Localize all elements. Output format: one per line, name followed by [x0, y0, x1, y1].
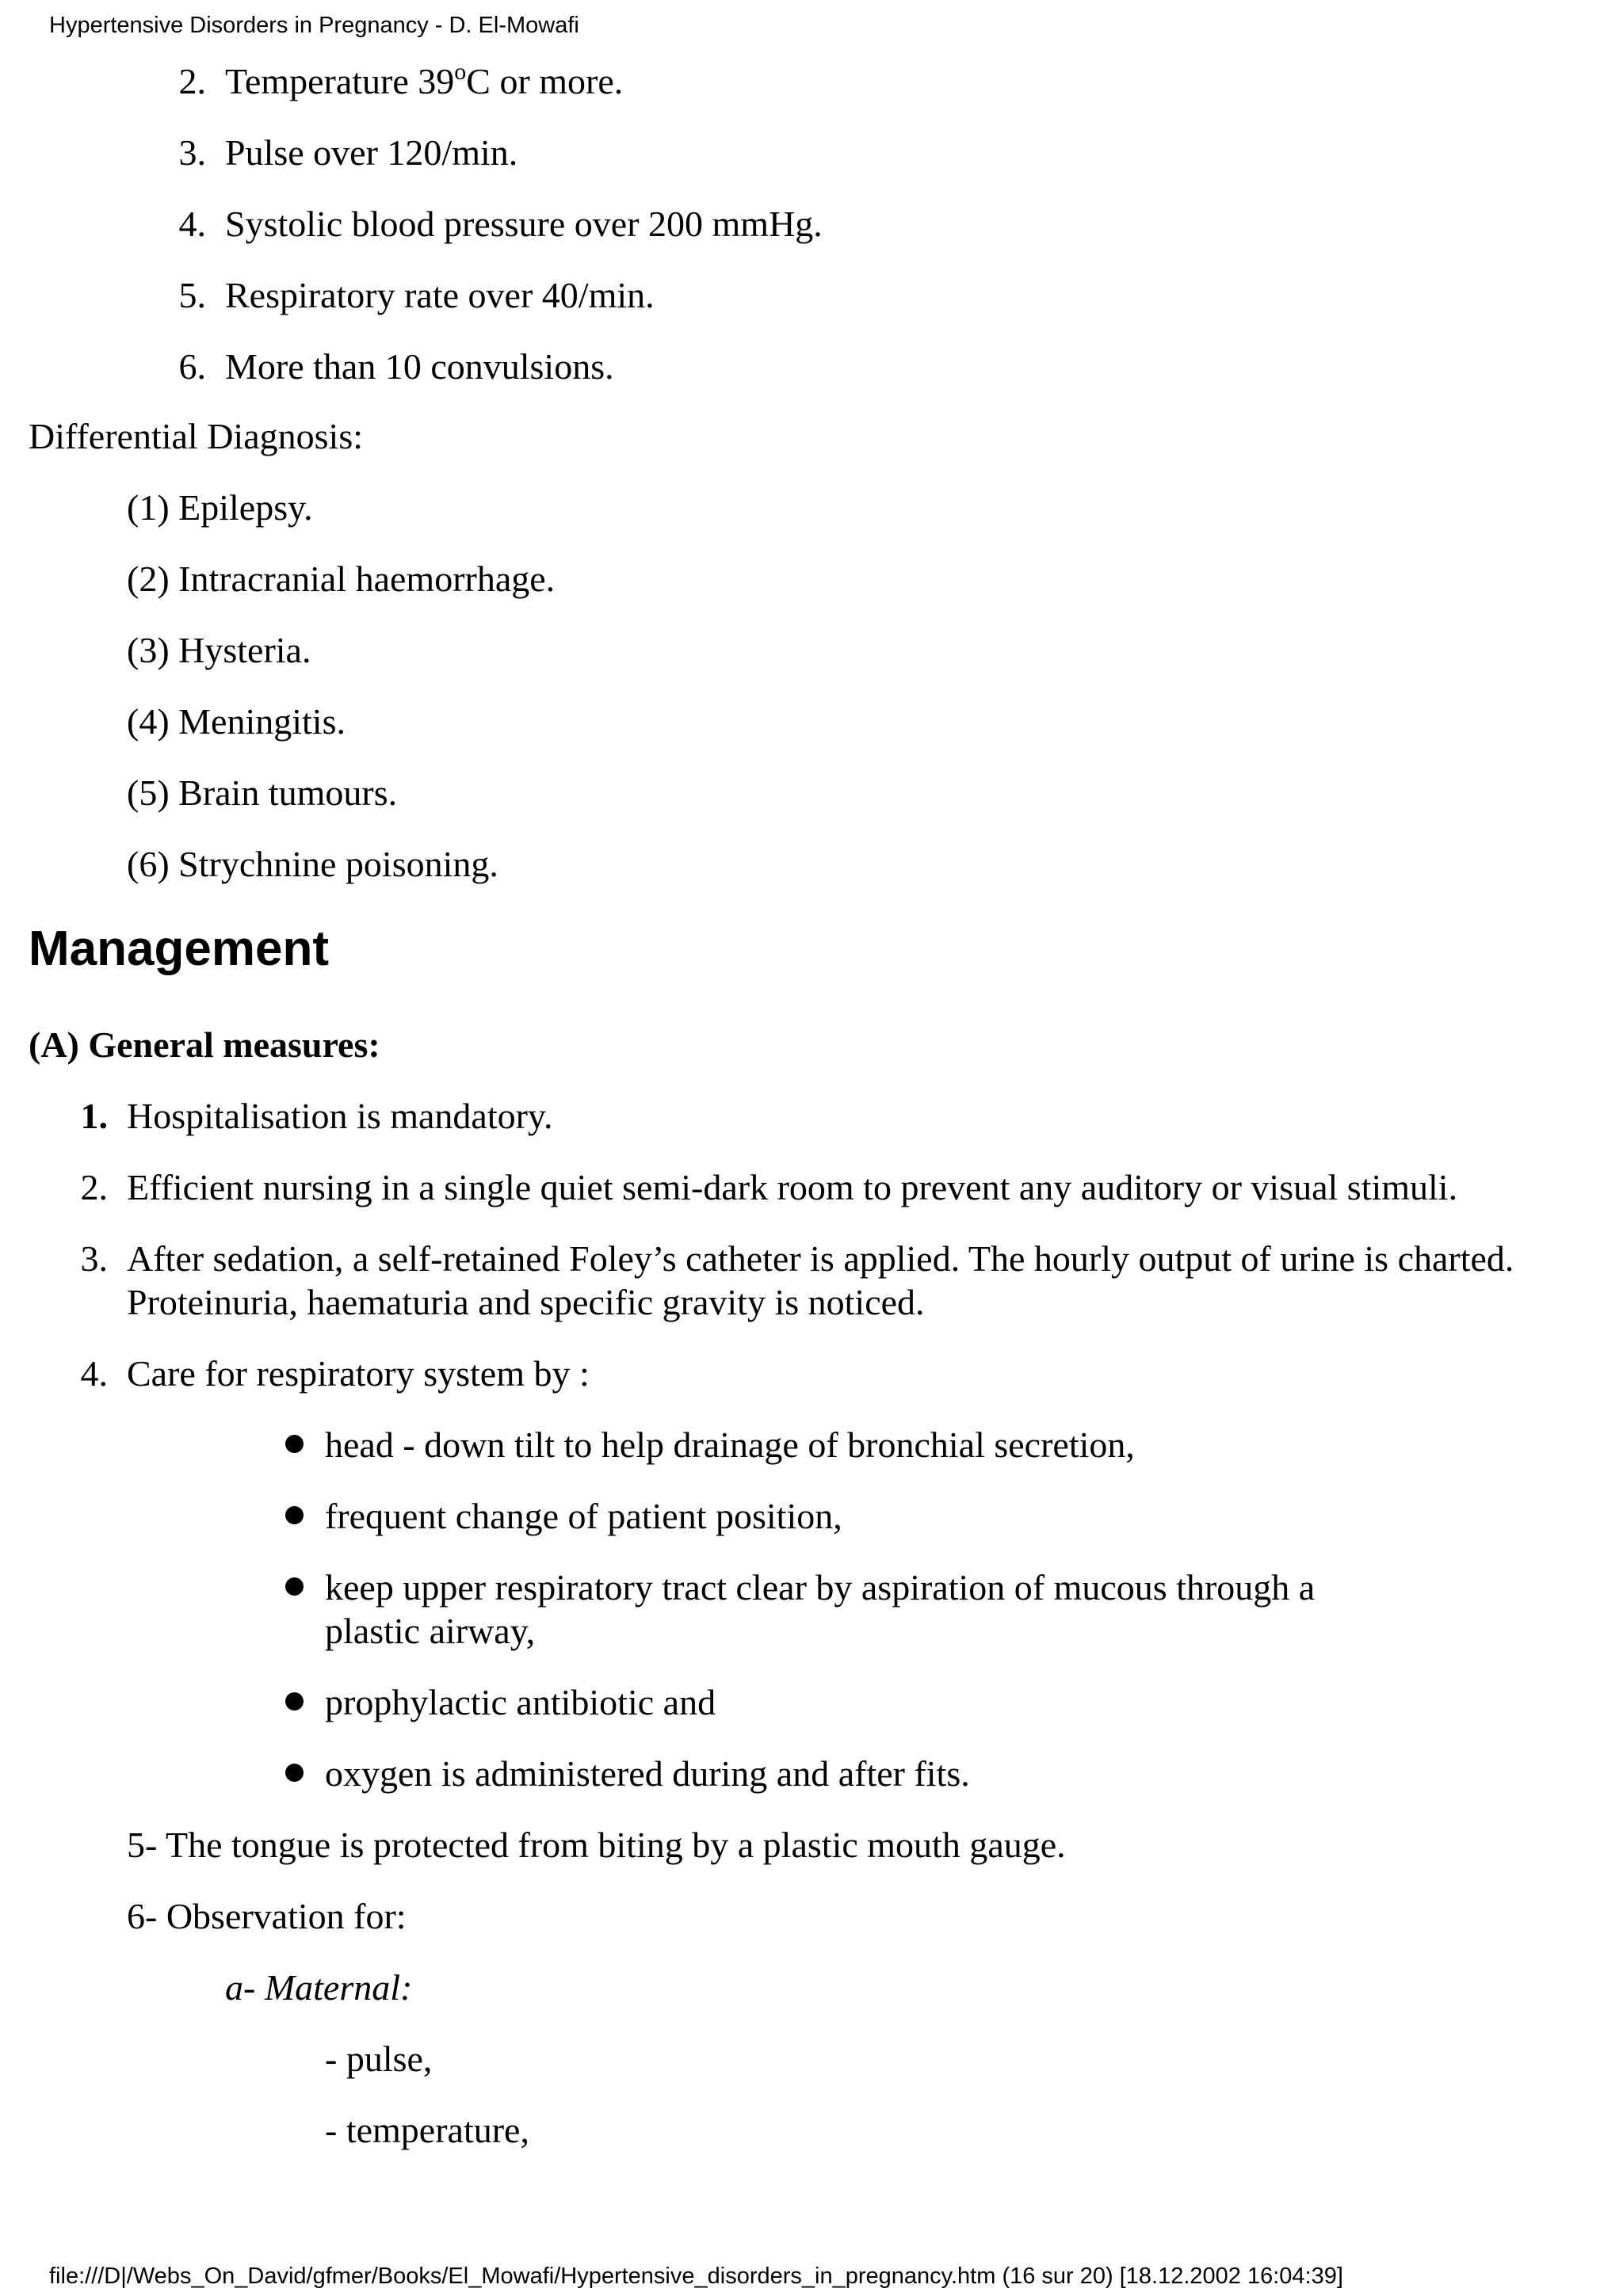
list-item: - temperature,: [325, 2110, 529, 2150]
bullet-item-continuation: plastic airway,: [325, 1611, 536, 1651]
list-item: Temperature 39$^o$C or more.: [225, 59, 624, 101]
list-item: (6) Strychnine poisoning.: [127, 844, 498, 884]
list-item: (4) Meningitis.: [127, 701, 346, 742]
list-number: 3.: [178, 132, 206, 173]
bullet-item: head - down tilt to help drainage of bronchial secretion,: [325, 1425, 1135, 1465]
bullet-icon: [285, 1506, 304, 1524]
bullet-icon: [285, 1764, 304, 1782]
list-item: (3) Hysteria.: [127, 630, 311, 670]
bullet-item: keep upper respiratory tract clear by aspiration of mucous through a: [325, 1567, 1316, 1608]
list-item: Pulse over 120/min.: [225, 132, 518, 173]
list-number: 3.: [80, 1238, 108, 1279]
list-item: Respiratory rate over 40/min.: [225, 275, 655, 315]
list-item-continuation: Proteinuria, haematuria and specific gravity is noticed.: [127, 1282, 925, 1322]
bullet-icon: [285, 1435, 304, 1453]
list-item: Efficient nursing in a single quiet semi-dark room to prevent any auditory or visual stimuli.: [127, 1167, 1458, 1207]
list-item: More than 10 convulsions.: [225, 346, 614, 387]
list-number: 2.: [80, 1167, 108, 1207]
bullet-item: prophylactic antibiotic and: [325, 1682, 716, 1722]
list-item: (5) Brain tumours.: [127, 772, 398, 813]
list-number: 4.: [178, 204, 206, 244]
management-heading: Management: [29, 921, 329, 976]
differential-heading: Differential Diagnosis:: [29, 416, 363, 456]
list-item: (1) Epilepsy.: [127, 487, 313, 528]
list-item: Systolic blood pressure over 200 mmHg.: [225, 204, 823, 244]
list-item: 6- Observation for:: [127, 1896, 407, 1936]
list-item: 5- The tongue is protected from biting by a plastic mouth gauge.: [127, 1825, 1066, 1865]
list-item: Hospitalisation is mandatory.: [127, 1096, 553, 1136]
bullet-icon: [285, 1692, 304, 1711]
general-measures-heading: (A) General measures:: [29, 1024, 380, 1065]
page-footer: file:///D|/Webs_On_David/gfmer/Books/El_Mowafi/Hypertensive_disorders_in_pregnancy.htm (16 sur 20) [18.12.2002 16:04:39]: [49, 2264, 1343, 2289]
list-number: 2.: [178, 61, 206, 101]
bullet-item: oxygen is administered during and after fits.: [325, 1753, 970, 1794]
list-item: - pulse,: [325, 2039, 433, 2079]
list-number: 6.: [178, 346, 206, 387]
list-number: 4.: [80, 1353, 108, 1394]
bullet-item: frequent change of patient position,: [325, 1496, 842, 1536]
list-item: After sedation, a self-retained Foley’s catheter is applied. The hourly output of urine is charted.: [127, 1238, 1514, 1279]
list-number: 1.: [80, 1096, 108, 1136]
page-header: Hypertensive Disorders in Pregnancy - D. El-Mowafi: [49, 13, 579, 38]
maternal-heading: a- Maternal:: [225, 1967, 413, 2008]
list-item: (2) Intracranial haemorrhage.: [127, 559, 556, 599]
list-number: 5.: [178, 275, 206, 315]
list-item: Care for respiratory system by :: [127, 1353, 590, 1394]
bullet-icon: [285, 1577, 304, 1596]
